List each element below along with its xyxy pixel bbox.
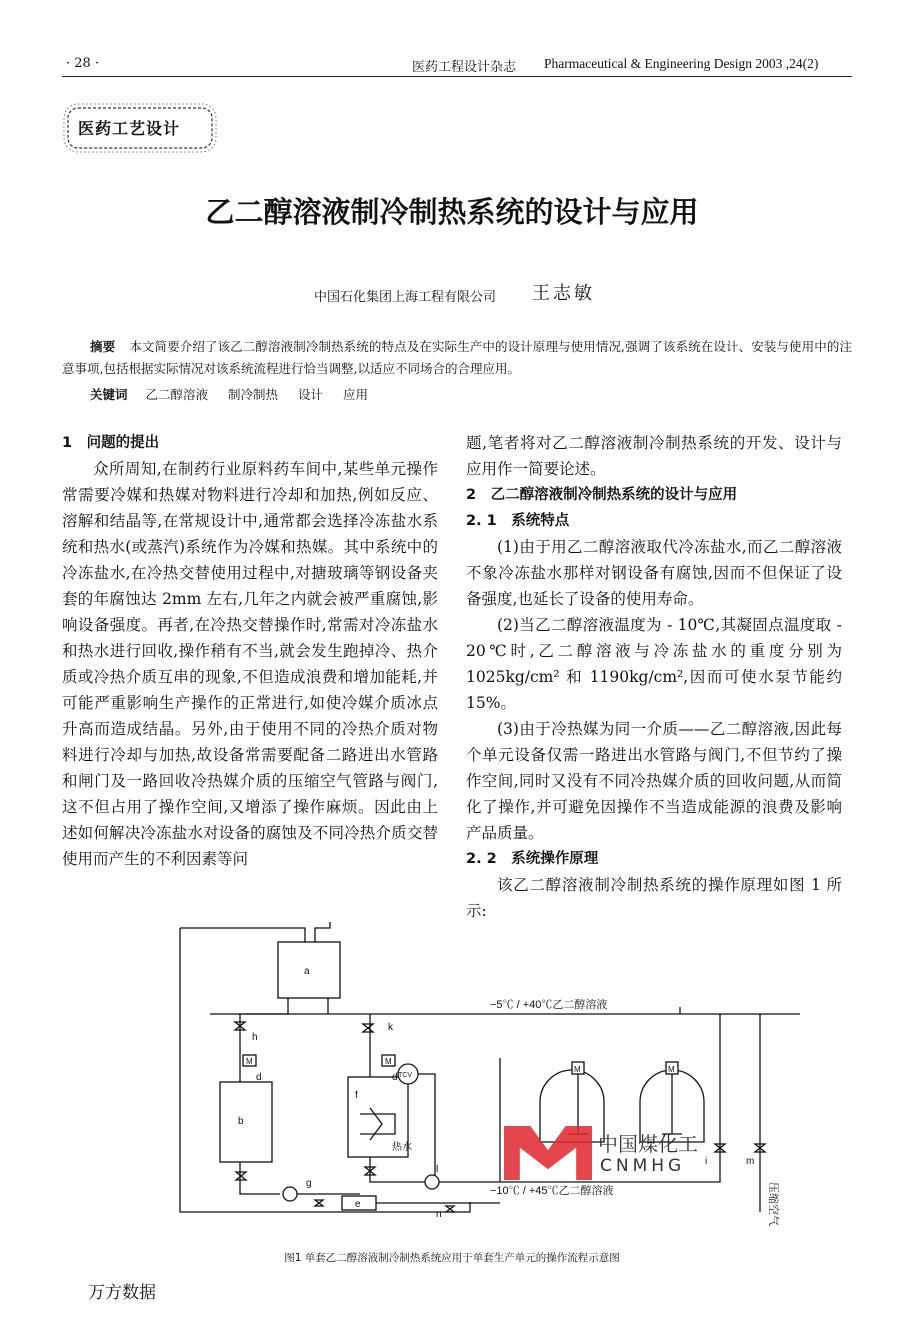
keyword: 制冷制热 bbox=[228, 387, 279, 402]
journal-name-cn: 医药工程设计杂志 bbox=[412, 60, 517, 75]
keywords bbox=[90, 384, 368, 406]
logo-text-en: CNMHG bbox=[600, 1156, 686, 1176]
feature-paragraph-2: (2)当乙二醇溶液温度为 - 10℃,其凝固点温度取 - 20℃时,乙二醇溶液与冷冻盐水的重度分别为 1025kg/cm² 和 1190kg/cm²,因而可使水泵节能约 15%。 bbox=[466, 616, 842, 712]
section-badge bbox=[62, 102, 218, 154]
pipe-line bbox=[370, 1157, 425, 1182]
section-2-1-heading: 2. 1 系统特点 bbox=[466, 513, 570, 529]
return-temp-label: −10℃ / +45℃乙二醇溶液 bbox=[490, 1185, 614, 1197]
section-2-heading: 2 乙二醇溶液制冷制热系统的设计与应用 bbox=[466, 487, 738, 503]
tag-label: k bbox=[388, 1022, 393, 1033]
principle-paragraph: 该乙二醇溶液制冷制热系统的操作原理如图 1 所示: bbox=[466, 876, 842, 920]
watermark-logo bbox=[504, 1124, 714, 1184]
section-1-heading: 1 问题的提出 bbox=[62, 435, 160, 451]
abstract-label: 摘要 bbox=[90, 339, 116, 354]
tag-label: l bbox=[436, 1164, 439, 1175]
tag-label: h bbox=[252, 1032, 258, 1043]
tag-label: m bbox=[746, 1156, 755, 1167]
keyword: 设计 bbox=[298, 387, 324, 402]
journal-name-en: Pharmaceutical & Engineering Design 2003 ,24(2) bbox=[544, 56, 819, 71]
tag-label: e bbox=[355, 1199, 361, 1210]
logo-text: 中国煤化工 bbox=[598, 1132, 698, 1156]
compressed-air-label: 压缩空气 bbox=[767, 1182, 779, 1226]
tag-label: b bbox=[238, 1116, 244, 1127]
pipe-line bbox=[180, 928, 305, 942]
abstract bbox=[62, 336, 852, 380]
abstract-text: 本文简要介绍了该乙二醇溶液制冷制热系统的特点及在实际生产中的设计原理与使用情况,强调了该系统在设计、安装与使用中的注意事项,包括根据实际情况对该系统流程进行恰当调整,以适应不同场合的合理应用。 bbox=[62, 339, 852, 376]
keyword: 乙二醇溶液 bbox=[145, 387, 209, 402]
tag-label: a bbox=[304, 966, 310, 977]
pipe-line bbox=[240, 1162, 280, 1194]
header-rule bbox=[62, 76, 852, 77]
tag-label: d bbox=[256, 1072, 262, 1083]
pipe-line bbox=[418, 1074, 435, 1180]
keyword: 应用 bbox=[343, 387, 369, 402]
valve-icon bbox=[363, 1024, 373, 1032]
pipe-line bbox=[315, 922, 330, 942]
source-footer: 万方数据 bbox=[88, 1283, 156, 1303]
valve-icon bbox=[236, 1172, 246, 1180]
article-title: 乙二醇溶液制冷制热系统的设计与应用 bbox=[205, 195, 699, 229]
author-name: 王志敏 bbox=[532, 283, 595, 304]
vessel-b bbox=[220, 1082, 272, 1162]
tag-label: i bbox=[705, 1156, 708, 1167]
paragraph-continuation: 题,笔者将对乙二醇溶液制冷制热系统的开发、设计与应用作一简要论述。 bbox=[466, 434, 842, 478]
right-column bbox=[466, 430, 842, 924]
tag-label: n bbox=[436, 1209, 442, 1220]
tag-label: f bbox=[355, 1090, 358, 1101]
section-badge-label: 医药工艺设计 bbox=[78, 119, 181, 138]
tag-label: g bbox=[306, 1178, 312, 1189]
section-1-paragraph: 众所周知,在制药行业原料药车间中,某些单元操作常需要冷媒和热媒对物料进行冷却和加热,例如反应、溶解和结晶等,在常规设计中,通常都会选择冷冻盐水系统和热水(或蒸汽)系统作为冷媒和热媒。其中系统中的冷冻盐水,在冷热交替使用过程中,对搪玻璃等钢设备夹套的年腐蚀达 2mm 左右,几年之内就会被严重腐蚀,影响设备强度。再者,在冷热交替操作时,常需对冷冻盐水和热水进行回收,操作稍有不当,就会发生跑掉冷、热介质或冷热介质互串的现象,不但造成浪费和增加能耗,并可能严重影响生产操作的正常进行,如使冷媒介质冰点升高而造成结晶。另外,由于使用不同的冷热介质对物料进行冷却与加热,故设备常需要配备二路进出水管路和闸门及一路回收冷热媒介质的压缩空气管路与阀门,这不但占用了操作空间,又增添了操作麻烦。因此由上述如何解决冷冻盐水对设备的腐蚀及不同冷热介质交替使用而产生的不利因素等问 bbox=[62, 460, 438, 868]
valve-icon bbox=[315, 1200, 323, 1206]
motor-label: M bbox=[668, 1065, 675, 1074]
keywords-label: 关键词 bbox=[90, 387, 128, 402]
motor-label: M bbox=[246, 1057, 253, 1066]
figure-caption: 图1 单套乙二醇溶液制冷制热系统应用于单套生产单元的操作流程示意图 bbox=[284, 1252, 620, 1264]
process-flow-diagram bbox=[160, 912, 880, 1242]
tcv-label: TCV bbox=[398, 1072, 412, 1079]
left-column bbox=[62, 430, 438, 872]
feature-paragraph-1: (1)由于用乙二醇溶液取代冷冻盐水,而乙二醇溶液不象冷冻盐水那样对钢设备有腐蚀,因而不但保证了设备强度,也延长了设备的使用寿命。 bbox=[466, 538, 842, 608]
pump-g-icon bbox=[283, 1187, 297, 1201]
valve-icon bbox=[446, 1206, 454, 1212]
logo-mark bbox=[504, 1126, 592, 1180]
feature-paragraph-3: (3)由于冷热媒为同一介质——乙二醇溶液,因此每个单元设备仅需一路进出水管路与阀门,不但节约了操作空间,同时又没有不同冷热媒介质的回收问题,从而简化了操作,并可避免因操作不当造成能源的浪费及影响产品质量。 bbox=[466, 720, 842, 842]
affiliation: 中国石化集团上海工程有限公司 bbox=[314, 290, 497, 305]
page-number: · 28 · bbox=[66, 56, 100, 71]
motor-label: M bbox=[385, 1057, 392, 1066]
tag-label: d bbox=[392, 1072, 398, 1083]
section-2-2-heading: 2. 2 系统操作原理 bbox=[466, 851, 599, 867]
motor-label: M bbox=[574, 1065, 581, 1074]
hot-water-label: 热水 bbox=[392, 1142, 412, 1153]
supply-temp-label: −5℃ / +40℃乙二醇溶液 bbox=[490, 999, 608, 1011]
pump-j-icon bbox=[425, 1175, 439, 1189]
